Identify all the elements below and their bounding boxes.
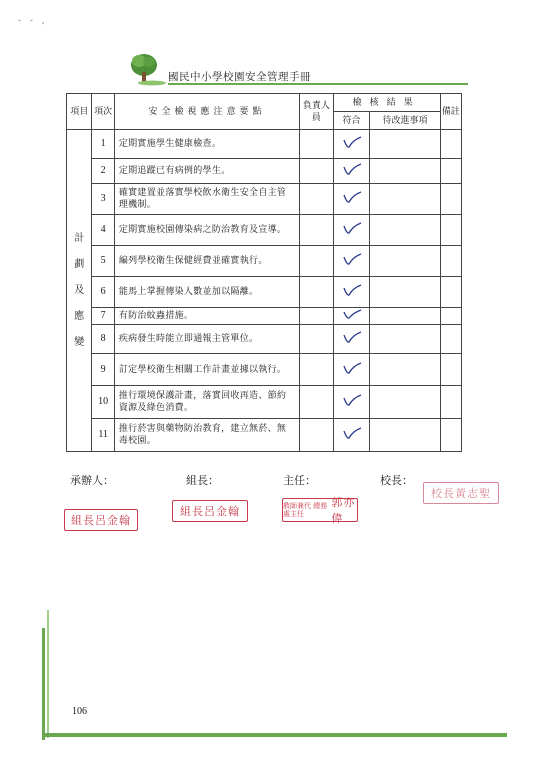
row-number: 5 [92, 246, 114, 277]
row-number: 10 [92, 386, 114, 419]
row-improve [370, 354, 440, 386]
row-responsible [300, 354, 334, 386]
row-text: 能馬上掌握傳染人數並加以隔離。 [114, 277, 299, 308]
row-responsible [300, 277, 334, 308]
table-row [67, 130, 462, 159]
header-number: 項次 [92, 94, 114, 130]
check-mark-icon [333, 246, 370, 277]
header-title: 國民中小學校園安全管理手冊 [168, 71, 311, 83]
decor-bar-light [47, 610, 49, 738]
row-improve [370, 419, 440, 452]
row-improve [370, 277, 440, 308]
header-responsible: 負責人員 [300, 94, 334, 130]
row-responsible [300, 159, 334, 184]
group-char: 變 [74, 336, 85, 348]
table-row [67, 184, 462, 215]
row-responsible [300, 419, 334, 452]
row-number: 4 [92, 215, 114, 246]
group-label [67, 130, 92, 452]
row-improve [370, 386, 440, 419]
row-responsible [300, 386, 334, 419]
row-number: 1 [92, 130, 114, 159]
table-row [67, 159, 462, 184]
row-notes [440, 325, 461, 354]
row-improve [370, 130, 440, 159]
page-number: 106 [72, 706, 87, 717]
row-number: 2 [92, 159, 114, 184]
check-mark-icon [333, 386, 370, 419]
header-compliant: 符合 [333, 112, 370, 130]
table-row [67, 246, 462, 277]
header-improve: 待改進事項 [370, 112, 440, 130]
row-responsible [300, 130, 334, 159]
check-mark-icon [333, 419, 370, 452]
page-header [128, 52, 468, 86]
row-number: 8 [92, 325, 114, 354]
handler-label: 承辦人： [70, 474, 114, 487]
row-number: 6 [92, 277, 114, 308]
row-improve [370, 325, 440, 354]
director-label: 主任： [283, 474, 316, 487]
safety-checklist-table [66, 93, 462, 452]
row-responsible [300, 184, 334, 215]
stamp-group-leader-2: 組長呂金翰 [172, 500, 248, 522]
table-row [67, 354, 462, 386]
stamp-principal: 校長黃志聖 [423, 482, 499, 504]
row-notes [440, 246, 461, 277]
stamp-director [282, 496, 358, 525]
header-check-result: 檢核結果 [333, 94, 440, 112]
row-text: 訂定學校衛生相關工作計畫並據以執行。 [114, 354, 299, 386]
row-text: 推行環境保護計畫，落實回收再造、節約資源及綠色消費。 [114, 386, 299, 419]
header-notes: 備註 [440, 94, 461, 130]
tree-logo-icon [128, 52, 168, 86]
table-row [67, 277, 462, 308]
check-mark-icon [333, 354, 370, 386]
row-text: 確實建置並落實學校飲水衛生安全自主管理機制。 [114, 184, 299, 215]
row-number: 3 [92, 184, 114, 215]
row-responsible [300, 308, 334, 325]
table-row [67, 215, 462, 246]
row-text: 編列學校衛生保健經費並確實執行。 [114, 246, 299, 277]
row-improve [370, 159, 440, 184]
check-mark-icon [333, 277, 370, 308]
stamp-group-leader-1: 組長呂金翰 [64, 509, 138, 531]
row-improve [370, 184, 440, 215]
row-notes [440, 419, 461, 452]
table-row [67, 386, 462, 419]
group-char: 及 [74, 284, 85, 296]
group-char: 計 [74, 232, 85, 244]
row-responsible [300, 325, 334, 354]
header-category: 項目 [67, 94, 92, 130]
row-notes [440, 159, 461, 184]
row-text: 定期實施校園傳染病之防治教育及宣導。 [114, 215, 299, 246]
row-improve [370, 215, 440, 246]
row-notes [440, 215, 461, 246]
row-improve [370, 246, 440, 277]
stamp-director-title1: 教師兼代 [283, 502, 311, 510]
row-number: 11 [92, 419, 114, 452]
check-mark-icon [333, 159, 370, 184]
stamp-director-title2: 總務處主任 [283, 502, 328, 518]
decor-bar [42, 628, 45, 740]
row-notes [440, 354, 461, 386]
table-row [67, 325, 462, 354]
table-row [67, 308, 462, 325]
table-row [67, 419, 462, 452]
check-mark-icon [333, 308, 370, 325]
check-mark-icon [333, 215, 370, 246]
stamp-director-name: 郭亦偉 [331, 496, 356, 525]
row-text: 疾病發生時能立即通報主管單位。 [114, 325, 299, 354]
bottom-decor-bar [42, 733, 507, 737]
row-text: 定期追蹤已有病例的學生。 [114, 159, 299, 184]
group-char: 劃 [74, 258, 85, 270]
row-text: 有防治蚊蟲措施。 [114, 308, 299, 325]
header-divider [168, 83, 468, 85]
row-notes [440, 130, 461, 159]
row-number: 9 [92, 354, 114, 386]
row-notes [440, 277, 461, 308]
row-notes [440, 308, 461, 325]
row-number: 7 [92, 308, 114, 325]
check-mark-icon [333, 184, 370, 215]
check-mark-icon [333, 130, 370, 159]
principal-label: 校長： [380, 474, 413, 487]
check-mark-icon [333, 325, 370, 354]
row-text: 定期實施學生健康檢查。 [114, 130, 299, 159]
group-leader-label: 組長： [186, 474, 219, 487]
row-responsible [300, 215, 334, 246]
row-improve [370, 308, 440, 325]
group-char: 應 [74, 310, 85, 322]
row-text: 推行菸害與藥物防治教育，建立無菸、無毒校園。 [114, 419, 299, 452]
row-notes [440, 184, 461, 215]
row-responsible [300, 246, 334, 277]
scan-specks: - - , [18, 16, 48, 26]
header-items: 安全檢視應注意要點 [114, 94, 299, 130]
row-notes [440, 386, 461, 419]
